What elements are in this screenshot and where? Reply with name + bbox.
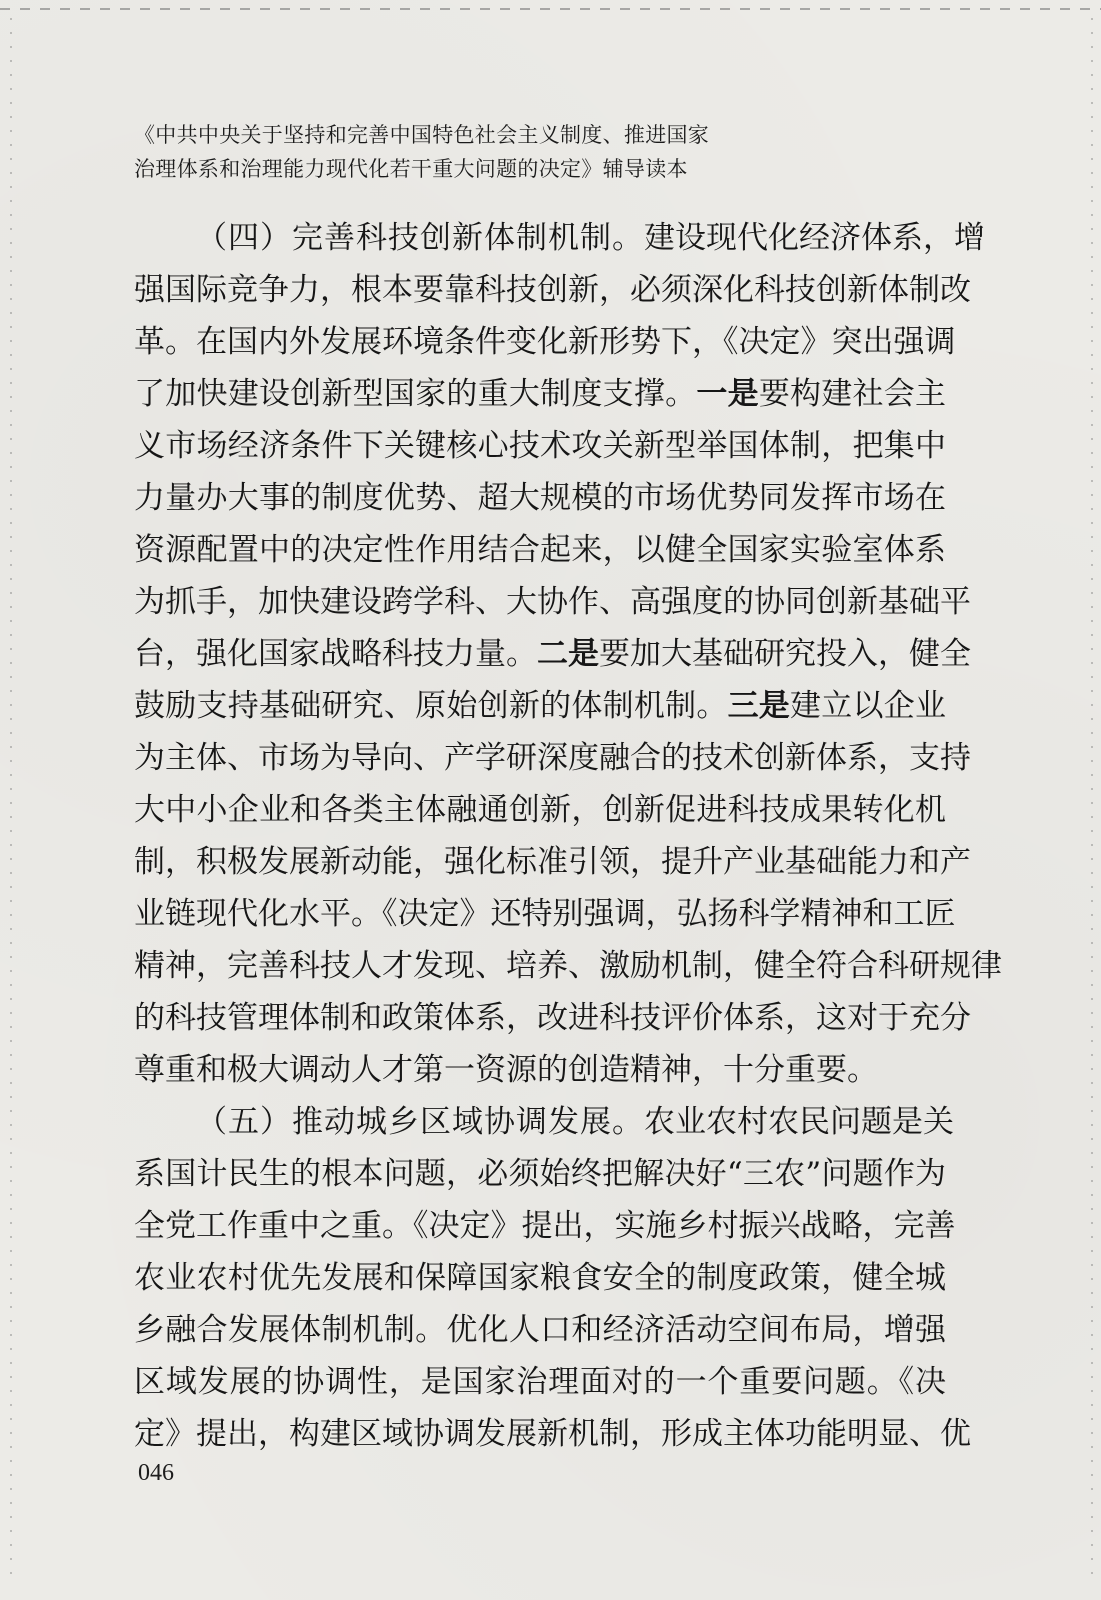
paragraph-4-line-1: （四）完善科技创新体制机制。建设现代化经济体系，增 bbox=[196, 220, 985, 256]
paragraph-4-line-17: 尊重和极大调动人才第一资源的创造精神，十分重要。 bbox=[134, 1052, 878, 1088]
paragraph-5-line-5: 乡融合发展体制机制。优化人口和经济活动空间布局，增强 bbox=[134, 1312, 946, 1348]
paragraph-5-line-1: （五）推动城乡区域协调发展。农业农村农民问题是关 bbox=[196, 1104, 954, 1140]
paragraph-4-line-10: 鼓励支持基础研究、原始创新的体制机制。三是建立以企业 bbox=[134, 688, 947, 724]
running-header-line-2: 治理体系和治理能力现代化若干重大问题的决定》辅导读本 bbox=[134, 157, 688, 181]
paragraph-4-line-4: 了加快建设创新型国家的重大制度支撑。一是要构建社会主 bbox=[134, 376, 947, 412]
paragraph-4-line-9: 台，强化国家战略科技力量。二是要加大基础研究投入，健全 bbox=[134, 636, 971, 672]
paragraph-4-line-15: 精神，完善科技人才发现、培养、激励机制，健全符合科研规律 bbox=[134, 948, 1002, 984]
scan-edge-dashes bbox=[0, 8, 1101, 10]
paragraph-5-line-4: 农业农村优先发展和保障国家粮食安全的制度政策，健全城 bbox=[134, 1260, 946, 1296]
emphasis-third: 三是 bbox=[727, 688, 791, 724]
paragraph-4-line-14: 业链现代化水平。《决定》还特别强调，弘扬科学精神和工匠 bbox=[134, 896, 956, 932]
paragraph-4-line-6: 力量办大事的制度优势、超大规模的市场优势同发挥市场在 bbox=[134, 480, 946, 516]
paragraph-4-line-5: 义市场经济条件下关键核心技术攻关新型举国体制，把集中 bbox=[134, 428, 946, 464]
paragraph-5-line-2: 系国计民生的根本问题，必须始终把解决好“三农”问题作为 bbox=[134, 1156, 946, 1192]
paragraph-4-line-11: 为主体、市场为导向、产学研深度融合的技术创新体系，支持 bbox=[134, 740, 971, 776]
paragraph-4-line-8: 为抓手，加快建设跨学科、大协作、高强度的协同创新基础平 bbox=[134, 584, 971, 620]
section-heading-4: （四）完善科技创新体制机制。 bbox=[196, 220, 644, 256]
section-heading-5: （五）推动城乡区域协调发展。 bbox=[196, 1104, 644, 1140]
paragraph-4-line-7: 资源配置中的决定性作用结合起来，以健全国家实验室体系 bbox=[134, 532, 946, 568]
emphasis-first: 一是 bbox=[696, 376, 759, 412]
paragraph-4-line-3: 革。在国内外发展环境条件变化新形势下，《决定》突出强调 bbox=[134, 324, 956, 360]
running-header bbox=[134, 118, 774, 186]
body-text bbox=[134, 212, 1002, 1460]
paragraph-5-line-3: 全党工作重中之重。《决定》提出，实施乡村振兴战略，完善 bbox=[134, 1208, 956, 1244]
emphasis-second: 二是 bbox=[537, 636, 599, 672]
running-header-line-1: 《中共中央关于坚持和完善中国特色社会主义制度、推进国家 bbox=[134, 123, 710, 147]
paragraph-4-line-13: 制，积极发展新动能，强化标准引领，提升产业基础能力和产 bbox=[134, 844, 971, 880]
paragraph-4-line-12: 大中小企业和各类主体融通创新，创新促进科技成果转化机 bbox=[134, 792, 946, 828]
scan-edge-right bbox=[1091, 18, 1093, 1578]
paragraph-5-line-7: 定》提出，构建区域协调发展新机制，形成主体功能明显、优 bbox=[134, 1416, 971, 1452]
scan-edge-left bbox=[10, 18, 12, 1578]
paragraph-5-line-6: 区域发展的协调性，是国家治理面对的一个重要问题。《决 bbox=[134, 1364, 946, 1400]
paragraph-4-line-2: 强国际竞争力，根本要靠科技创新，必须深化科技创新体制改 bbox=[134, 272, 971, 308]
paragraph-4-line-16: 的科技管理体制和政策体系，改进科技评价体系，这对于充分 bbox=[134, 1000, 971, 1036]
page-number: 046 bbox=[138, 1460, 174, 1486]
